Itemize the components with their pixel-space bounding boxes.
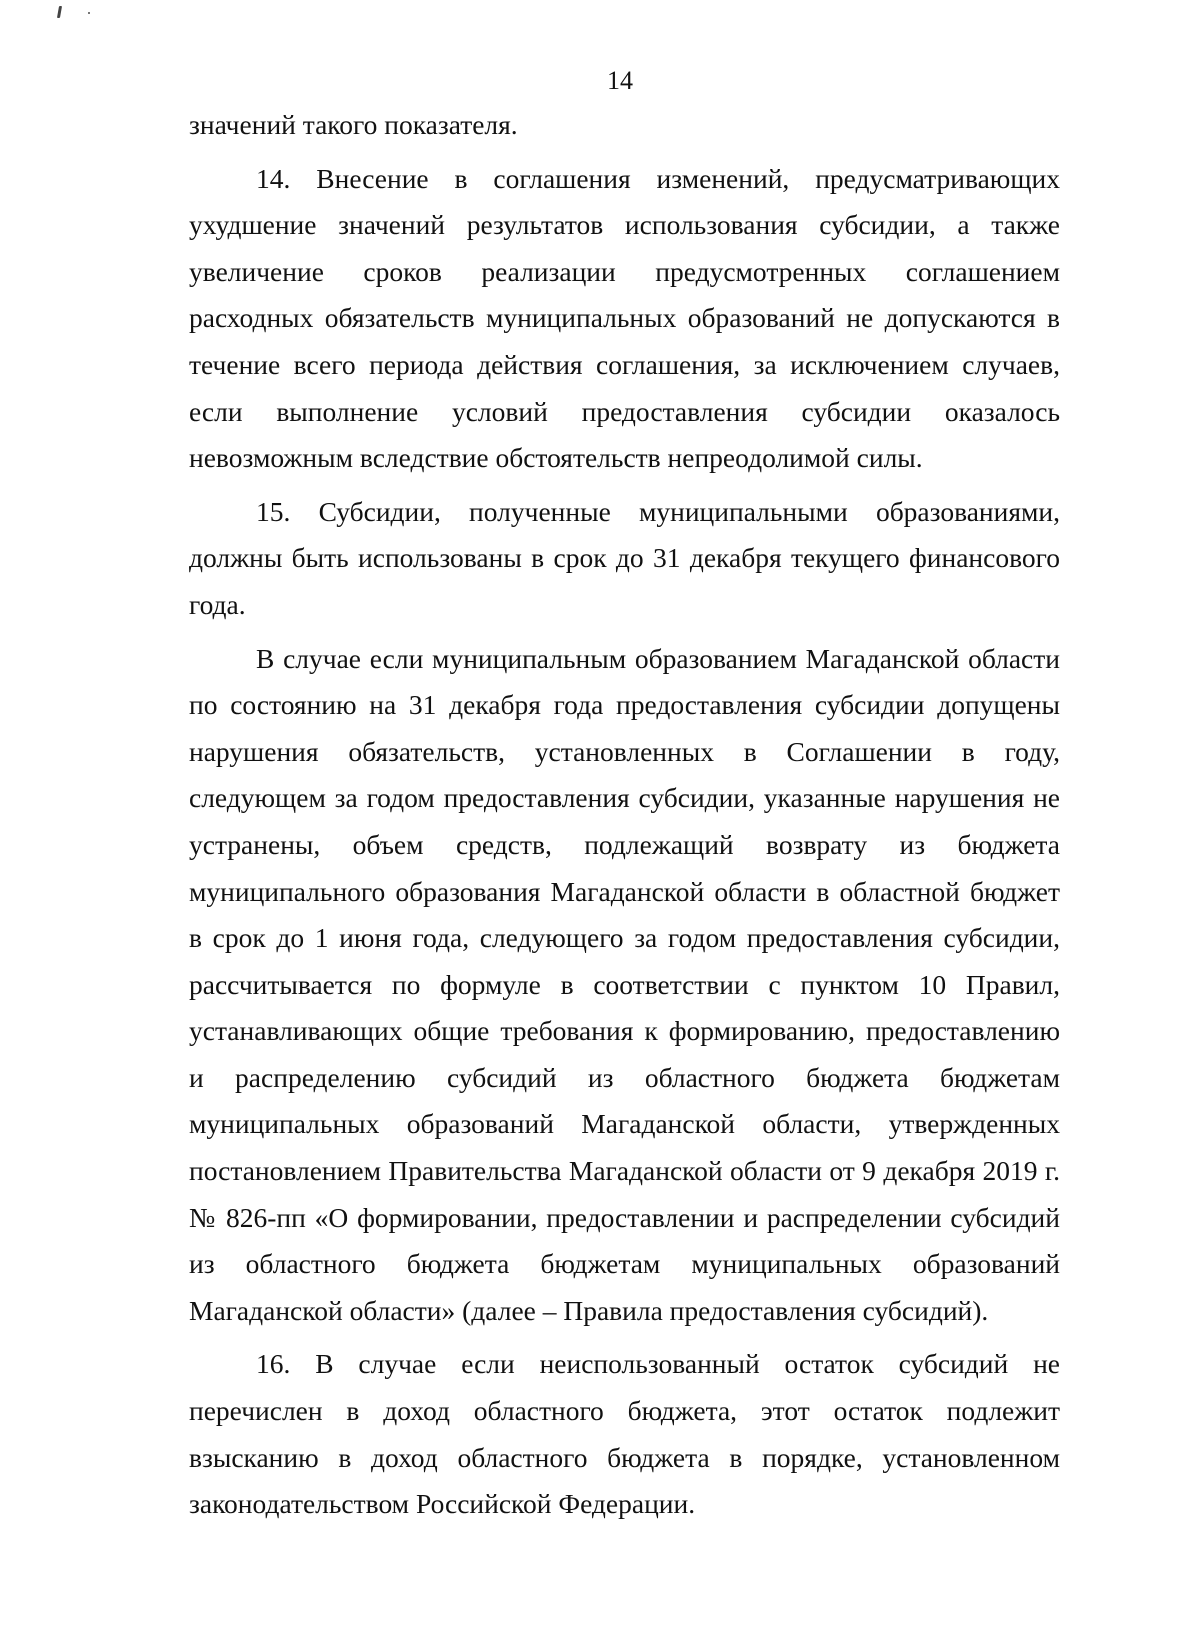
paragraph-item-14: 14. Внесение в соглашения изменений, предусматривающих ухудшение значений результатов использования субсидии, а также увеличение сроков реализации предусмотренных соглашением расходных обязательств муниципальных образований не допускаются в течение всего периода действия соглашения, за исключением случаев, если выполнение условий предоставления субсидии оказалось невозможным вследствие обстоятельств непреодолимой силы. — [189, 162, 1060, 474]
scan-artifact-dot — [88, 12, 90, 14]
paragraph-item-15: 15. Субсидии, полученные муниципальными образованиями, должны быть использованы в срок до 31 декабря текущего финансового года. — [189, 495, 1060, 620]
paragraph-item-15-case: В случае если муниципальным образованием Магаданской области по состоянию на 31 декабря года предоставления субсидии допущены нарушения обязательств, установленных в Соглашении в году, следующем за годом предоставления субсидии, указанные нарушения не устранены, объем средств, подлежащий возврату из бюджета муниципального образования Магаданской области в областной бюджет в срок до 1 июня года, следующего за годом предоставления субсидии, рассчитывается по формуле в соответствии с пунктом 10 Правил, устанавливающих общие требования к формированию, предоставлению и распределению субсидий из областного бюджета бюджетам муниципальных образований Магаданской области, утвержденных постановлением Правительства Магаданской области от 9 декабря 2019 г. № 826-пп «О формировании, предоставлении и распределении субсидий из областного бюджета бюджетам муниципальных образований Магаданской области» (далее – Правила предоставления субсидий). — [189, 642, 1060, 1326]
paragraph-continuation: значений такого показателя. — [189, 109, 518, 140]
document-body — [189, 102, 1060, 1528]
paragraph-item-16: 16. В случае если неиспользованный остаток субсидий не перечислен в доход областного бюджета, этот остаток подлежит взысканию в доход областного бюджета в порядке, установленном законодательством Российской Федерации. — [189, 1348, 1060, 1520]
page-number: 14 — [607, 66, 633, 95]
scan-artifact-mark — [57, 6, 62, 18]
